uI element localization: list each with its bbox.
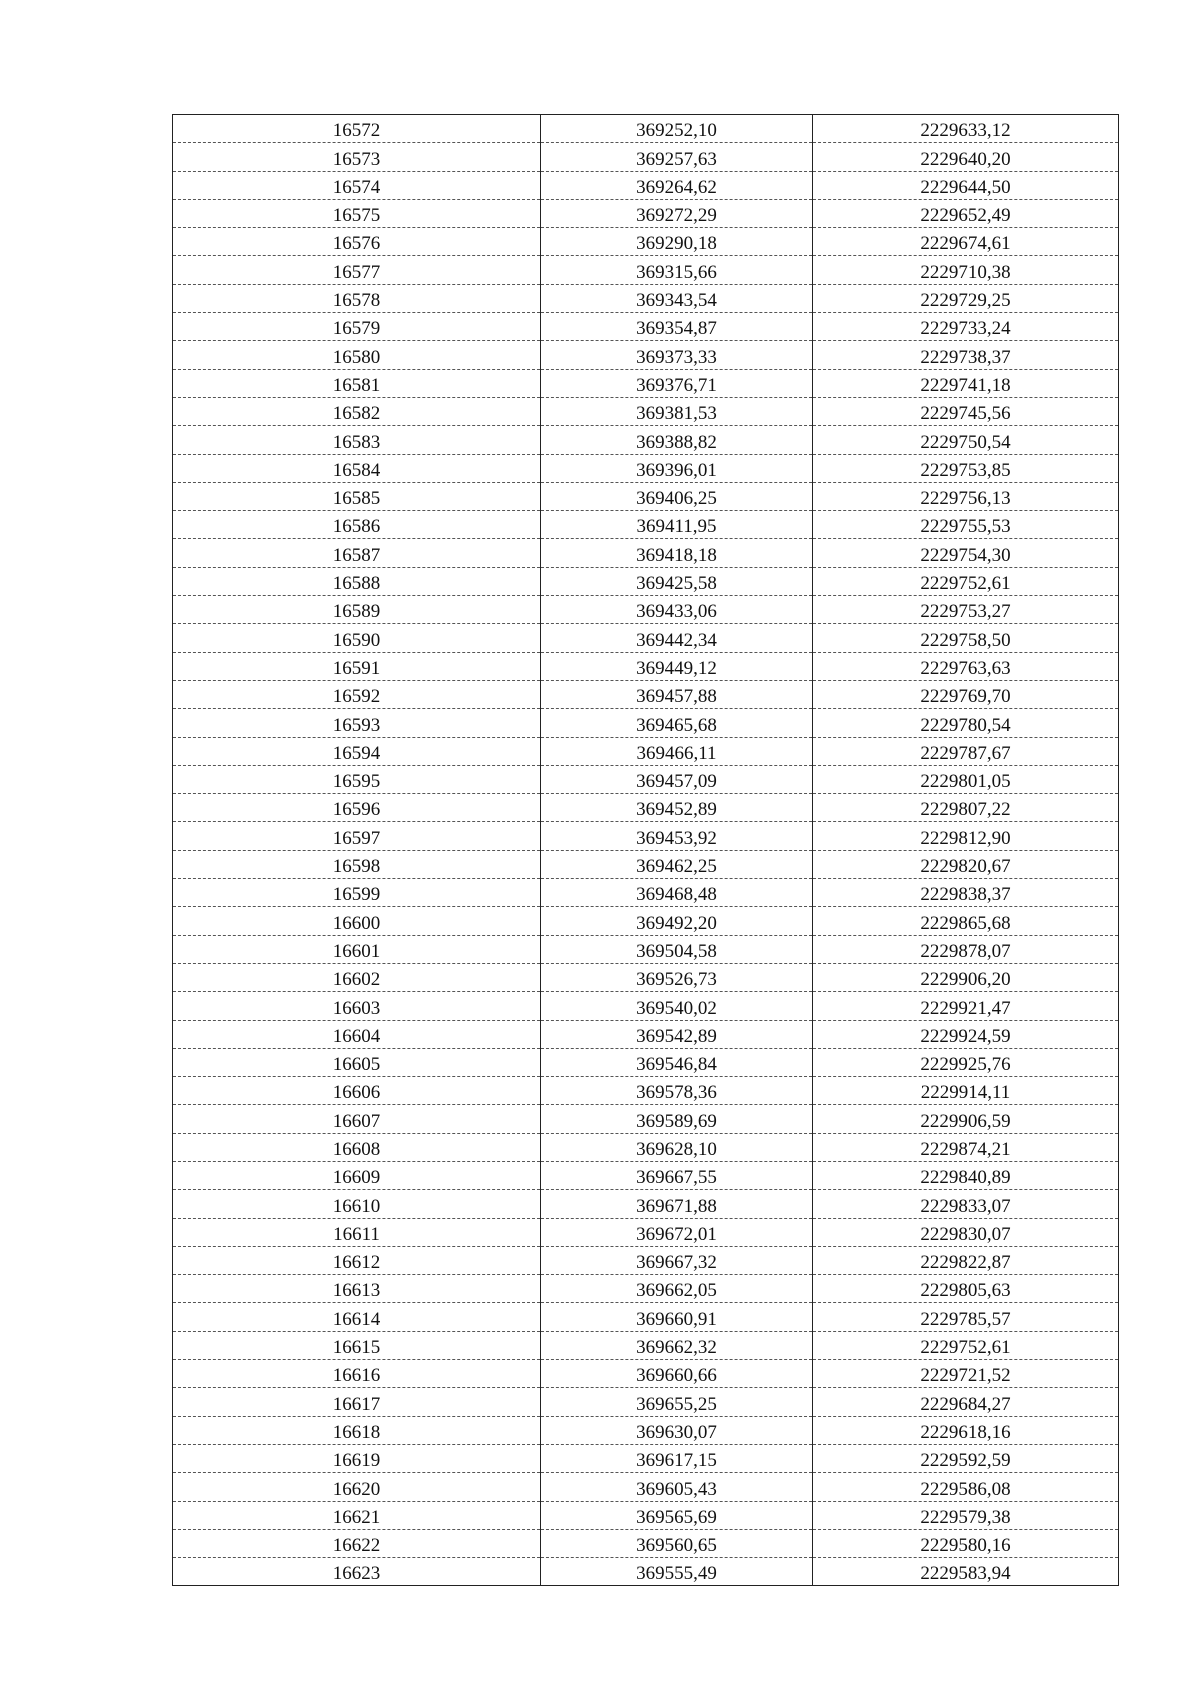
x-coordinate-cell: 369667,32 — [541, 1246, 813, 1274]
point-number-cell: 16592 — [173, 680, 541, 708]
y-coordinate-cell: 2229733,24 — [813, 313, 1119, 341]
y-coordinate-cell: 2229769,70 — [813, 680, 1119, 708]
point-number-cell: 16620 — [173, 1473, 541, 1501]
y-coordinate-cell: 2229874,21 — [813, 1133, 1119, 1161]
point-number-cell: 16573 — [173, 143, 541, 171]
x-coordinate-cell: 369376,71 — [541, 369, 813, 397]
table-row — [173, 1360, 1119, 1388]
x-coordinate-cell: 369433,06 — [541, 596, 813, 624]
table-row — [173, 426, 1119, 454]
point-number-cell: 16621 — [173, 1501, 541, 1529]
table-row — [173, 539, 1119, 567]
point-number-cell: 16598 — [173, 850, 541, 878]
point-number-cell: 16589 — [173, 596, 541, 624]
point-number-cell: 16586 — [173, 511, 541, 539]
y-coordinate-cell: 2229787,67 — [813, 737, 1119, 765]
table-row — [173, 397, 1119, 425]
table-row — [173, 1105, 1119, 1133]
x-coordinate-cell: 369406,25 — [541, 482, 813, 510]
point-number-cell: 16574 — [173, 171, 541, 199]
x-coordinate-cell: 369442,34 — [541, 624, 813, 652]
y-coordinate-cell: 2229745,56 — [813, 397, 1119, 425]
table-row — [173, 567, 1119, 595]
point-number-cell: 16610 — [173, 1190, 541, 1218]
point-number-cell: 16579 — [173, 313, 541, 341]
point-number-cell: 16615 — [173, 1331, 541, 1359]
point-number-cell: 16601 — [173, 935, 541, 963]
x-coordinate-cell: 369257,63 — [541, 143, 813, 171]
point-number-cell: 16572 — [173, 115, 541, 143]
y-coordinate-cell: 2229805,63 — [813, 1275, 1119, 1303]
y-coordinate-cell: 2229729,25 — [813, 284, 1119, 312]
y-coordinate-cell: 2229914,11 — [813, 1077, 1119, 1105]
table-row — [173, 115, 1119, 143]
table-row — [173, 313, 1119, 341]
table-row — [173, 1303, 1119, 1331]
y-coordinate-cell: 2229833,07 — [813, 1190, 1119, 1218]
coordinates-table-body — [173, 115, 1119, 1586]
y-coordinate-cell: 2229753,27 — [813, 596, 1119, 624]
x-coordinate-cell: 369655,25 — [541, 1388, 813, 1416]
x-coordinate-cell: 369396,01 — [541, 454, 813, 482]
x-coordinate-cell: 369468,48 — [541, 879, 813, 907]
table-row — [173, 1077, 1119, 1105]
point-number-cell: 16618 — [173, 1416, 541, 1444]
table-row — [173, 624, 1119, 652]
y-coordinate-cell: 2229580,16 — [813, 1529, 1119, 1557]
point-number-cell: 16607 — [173, 1105, 541, 1133]
y-coordinate-cell: 2229579,38 — [813, 1501, 1119, 1529]
x-coordinate-cell: 369453,92 — [541, 822, 813, 850]
table-row — [173, 1020, 1119, 1048]
point-number-cell: 16614 — [173, 1303, 541, 1331]
x-coordinate-cell: 369492,20 — [541, 907, 813, 935]
x-coordinate-cell: 369411,95 — [541, 511, 813, 539]
table-row — [173, 1246, 1119, 1274]
x-coordinate-cell: 369578,36 — [541, 1077, 813, 1105]
table-row — [173, 794, 1119, 822]
y-coordinate-cell: 2229820,67 — [813, 850, 1119, 878]
point-number-cell: 16617 — [173, 1388, 541, 1416]
y-coordinate-cell: 2229750,54 — [813, 426, 1119, 454]
x-coordinate-cell: 369373,33 — [541, 341, 813, 369]
y-coordinate-cell: 2229906,20 — [813, 963, 1119, 991]
y-coordinate-cell: 2229756,13 — [813, 482, 1119, 510]
point-number-cell: 16599 — [173, 879, 541, 907]
table-row — [173, 935, 1119, 963]
y-coordinate-cell: 2229822,87 — [813, 1246, 1119, 1274]
y-coordinate-cell: 2229618,16 — [813, 1416, 1119, 1444]
point-number-cell: 16616 — [173, 1360, 541, 1388]
table-row — [173, 369, 1119, 397]
table-row — [173, 171, 1119, 199]
y-coordinate-cell: 2229906,59 — [813, 1105, 1119, 1133]
point-number-cell: 16595 — [173, 765, 541, 793]
x-coordinate-cell: 369628,10 — [541, 1133, 813, 1161]
point-number-cell: 16623 — [173, 1558, 541, 1586]
table-row — [173, 482, 1119, 510]
y-coordinate-cell: 2229921,47 — [813, 992, 1119, 1020]
point-number-cell: 16577 — [173, 256, 541, 284]
table-row — [173, 709, 1119, 737]
x-coordinate-cell: 369617,15 — [541, 1444, 813, 1472]
table-row — [173, 1473, 1119, 1501]
x-coordinate-cell: 369388,82 — [541, 426, 813, 454]
x-coordinate-cell: 369418,18 — [541, 539, 813, 567]
y-coordinate-cell: 2229752,61 — [813, 1331, 1119, 1359]
table-row — [173, 879, 1119, 907]
table-row — [173, 454, 1119, 482]
table-row — [173, 1416, 1119, 1444]
point-number-cell: 16585 — [173, 482, 541, 510]
y-coordinate-cell: 2229780,54 — [813, 709, 1119, 737]
table-row — [173, 1161, 1119, 1189]
point-number-cell: 16619 — [173, 1444, 541, 1472]
x-coordinate-cell: 369630,07 — [541, 1416, 813, 1444]
x-coordinate-cell: 369605,43 — [541, 1473, 813, 1501]
y-coordinate-cell: 2229763,63 — [813, 652, 1119, 680]
table-row — [173, 596, 1119, 624]
point-number-cell: 16594 — [173, 737, 541, 765]
x-coordinate-cell: 369315,66 — [541, 256, 813, 284]
y-coordinate-cell: 2229865,68 — [813, 907, 1119, 935]
table-row — [173, 992, 1119, 1020]
coordinates-table — [172, 114, 1119, 1586]
table-row — [173, 1218, 1119, 1246]
point-number-cell: 16588 — [173, 567, 541, 595]
point-number-cell: 16596 — [173, 794, 541, 822]
table-row — [173, 850, 1119, 878]
point-number-cell: 16600 — [173, 907, 541, 935]
x-coordinate-cell: 369457,88 — [541, 680, 813, 708]
y-coordinate-cell: 2229878,07 — [813, 935, 1119, 963]
table-row — [173, 1275, 1119, 1303]
y-coordinate-cell: 2229924,59 — [813, 1020, 1119, 1048]
x-coordinate-cell: 369542,89 — [541, 1020, 813, 1048]
x-coordinate-cell: 369252,10 — [541, 115, 813, 143]
y-coordinate-cell: 2229752,61 — [813, 567, 1119, 595]
x-coordinate-cell: 369662,05 — [541, 1275, 813, 1303]
y-coordinate-cell: 2229721,52 — [813, 1360, 1119, 1388]
point-number-cell: 16580 — [173, 341, 541, 369]
table-row — [173, 284, 1119, 312]
y-coordinate-cell: 2229674,61 — [813, 228, 1119, 256]
point-number-cell: 16582 — [173, 397, 541, 425]
table-row — [173, 1133, 1119, 1161]
y-coordinate-cell: 2229652,49 — [813, 199, 1119, 227]
table-row — [173, 765, 1119, 793]
x-coordinate-cell: 369381,53 — [541, 397, 813, 425]
table-row — [173, 1331, 1119, 1359]
y-coordinate-cell: 2229925,76 — [813, 1048, 1119, 1076]
table-row — [173, 907, 1119, 935]
x-coordinate-cell: 369449,12 — [541, 652, 813, 680]
x-coordinate-cell: 369660,91 — [541, 1303, 813, 1331]
point-number-cell: 16602 — [173, 963, 541, 991]
y-coordinate-cell: 2229812,90 — [813, 822, 1119, 850]
y-coordinate-cell: 2229741,18 — [813, 369, 1119, 397]
table-row — [173, 1558, 1119, 1586]
x-coordinate-cell: 369264,62 — [541, 171, 813, 199]
y-coordinate-cell: 2229838,37 — [813, 879, 1119, 907]
y-coordinate-cell: 2229758,50 — [813, 624, 1119, 652]
point-number-cell: 16593 — [173, 709, 541, 737]
x-coordinate-cell: 369540,02 — [541, 992, 813, 1020]
y-coordinate-cell: 2229684,27 — [813, 1388, 1119, 1416]
y-coordinate-cell: 2229830,07 — [813, 1218, 1119, 1246]
x-coordinate-cell: 369560,65 — [541, 1529, 813, 1557]
x-coordinate-cell: 369425,58 — [541, 567, 813, 595]
y-coordinate-cell: 2229753,85 — [813, 454, 1119, 482]
point-number-cell: 16587 — [173, 539, 541, 567]
point-number-cell: 16606 — [173, 1077, 541, 1105]
point-number-cell: 16604 — [173, 1020, 541, 1048]
y-coordinate-cell: 2229586,08 — [813, 1473, 1119, 1501]
point-number-cell: 16576 — [173, 228, 541, 256]
point-number-cell: 16584 — [173, 454, 541, 482]
point-number-cell: 16613 — [173, 1275, 541, 1303]
x-coordinate-cell: 369354,87 — [541, 313, 813, 341]
table-row — [173, 199, 1119, 227]
table-row — [173, 1190, 1119, 1218]
x-coordinate-cell: 369452,89 — [541, 794, 813, 822]
table-row — [173, 228, 1119, 256]
x-coordinate-cell: 369462,25 — [541, 850, 813, 878]
table-row — [173, 341, 1119, 369]
x-coordinate-cell: 369672,01 — [541, 1218, 813, 1246]
y-coordinate-cell: 2229738,37 — [813, 341, 1119, 369]
x-coordinate-cell: 369555,49 — [541, 1558, 813, 1586]
y-coordinate-cell: 2229640,20 — [813, 143, 1119, 171]
y-coordinate-cell: 2229754,30 — [813, 539, 1119, 567]
x-coordinate-cell: 369290,18 — [541, 228, 813, 256]
table-row — [173, 511, 1119, 539]
y-coordinate-cell: 2229801,05 — [813, 765, 1119, 793]
y-coordinate-cell: 2229755,53 — [813, 511, 1119, 539]
point-number-cell: 16590 — [173, 624, 541, 652]
table-row — [173, 1529, 1119, 1557]
table-row — [173, 963, 1119, 991]
x-coordinate-cell: 369466,11 — [541, 737, 813, 765]
table-row — [173, 822, 1119, 850]
table-row — [173, 1048, 1119, 1076]
table-row — [173, 737, 1119, 765]
point-number-cell: 16611 — [173, 1218, 541, 1246]
table-row — [173, 680, 1119, 708]
table-row — [173, 1501, 1119, 1529]
x-coordinate-cell: 369343,54 — [541, 284, 813, 312]
x-coordinate-cell: 369465,68 — [541, 709, 813, 737]
y-coordinate-cell: 2229785,57 — [813, 1303, 1119, 1331]
point-number-cell: 16603 — [173, 992, 541, 1020]
point-number-cell: 16608 — [173, 1133, 541, 1161]
x-coordinate-cell: 369457,09 — [541, 765, 813, 793]
x-coordinate-cell: 369546,84 — [541, 1048, 813, 1076]
x-coordinate-cell: 369662,32 — [541, 1331, 813, 1359]
table-row — [173, 1388, 1119, 1416]
point-number-cell: 16605 — [173, 1048, 541, 1076]
y-coordinate-cell: 2229592,59 — [813, 1444, 1119, 1472]
table-row — [173, 1444, 1119, 1472]
x-coordinate-cell: 369589,69 — [541, 1105, 813, 1133]
y-coordinate-cell: 2229583,94 — [813, 1558, 1119, 1586]
point-number-cell: 16583 — [173, 426, 541, 454]
point-number-cell: 16578 — [173, 284, 541, 312]
x-coordinate-cell: 369667,55 — [541, 1161, 813, 1189]
point-number-cell: 16622 — [173, 1529, 541, 1557]
y-coordinate-cell: 2229807,22 — [813, 794, 1119, 822]
x-coordinate-cell: 369671,88 — [541, 1190, 813, 1218]
point-number-cell: 16597 — [173, 822, 541, 850]
table-row — [173, 143, 1119, 171]
y-coordinate-cell: 2229840,89 — [813, 1161, 1119, 1189]
x-coordinate-cell: 369272,29 — [541, 199, 813, 227]
y-coordinate-cell: 2229633,12 — [813, 115, 1119, 143]
y-coordinate-cell: 2229644,50 — [813, 171, 1119, 199]
point-number-cell: 16581 — [173, 369, 541, 397]
x-coordinate-cell: 369504,58 — [541, 935, 813, 963]
point-number-cell: 16612 — [173, 1246, 541, 1274]
table-row — [173, 256, 1119, 284]
point-number-cell: 16609 — [173, 1161, 541, 1189]
point-number-cell: 16591 — [173, 652, 541, 680]
x-coordinate-cell: 369526,73 — [541, 963, 813, 991]
x-coordinate-cell: 369565,69 — [541, 1501, 813, 1529]
x-coordinate-cell: 369660,66 — [541, 1360, 813, 1388]
point-number-cell: 16575 — [173, 199, 541, 227]
y-coordinate-cell: 2229710,38 — [813, 256, 1119, 284]
table-row — [173, 652, 1119, 680]
